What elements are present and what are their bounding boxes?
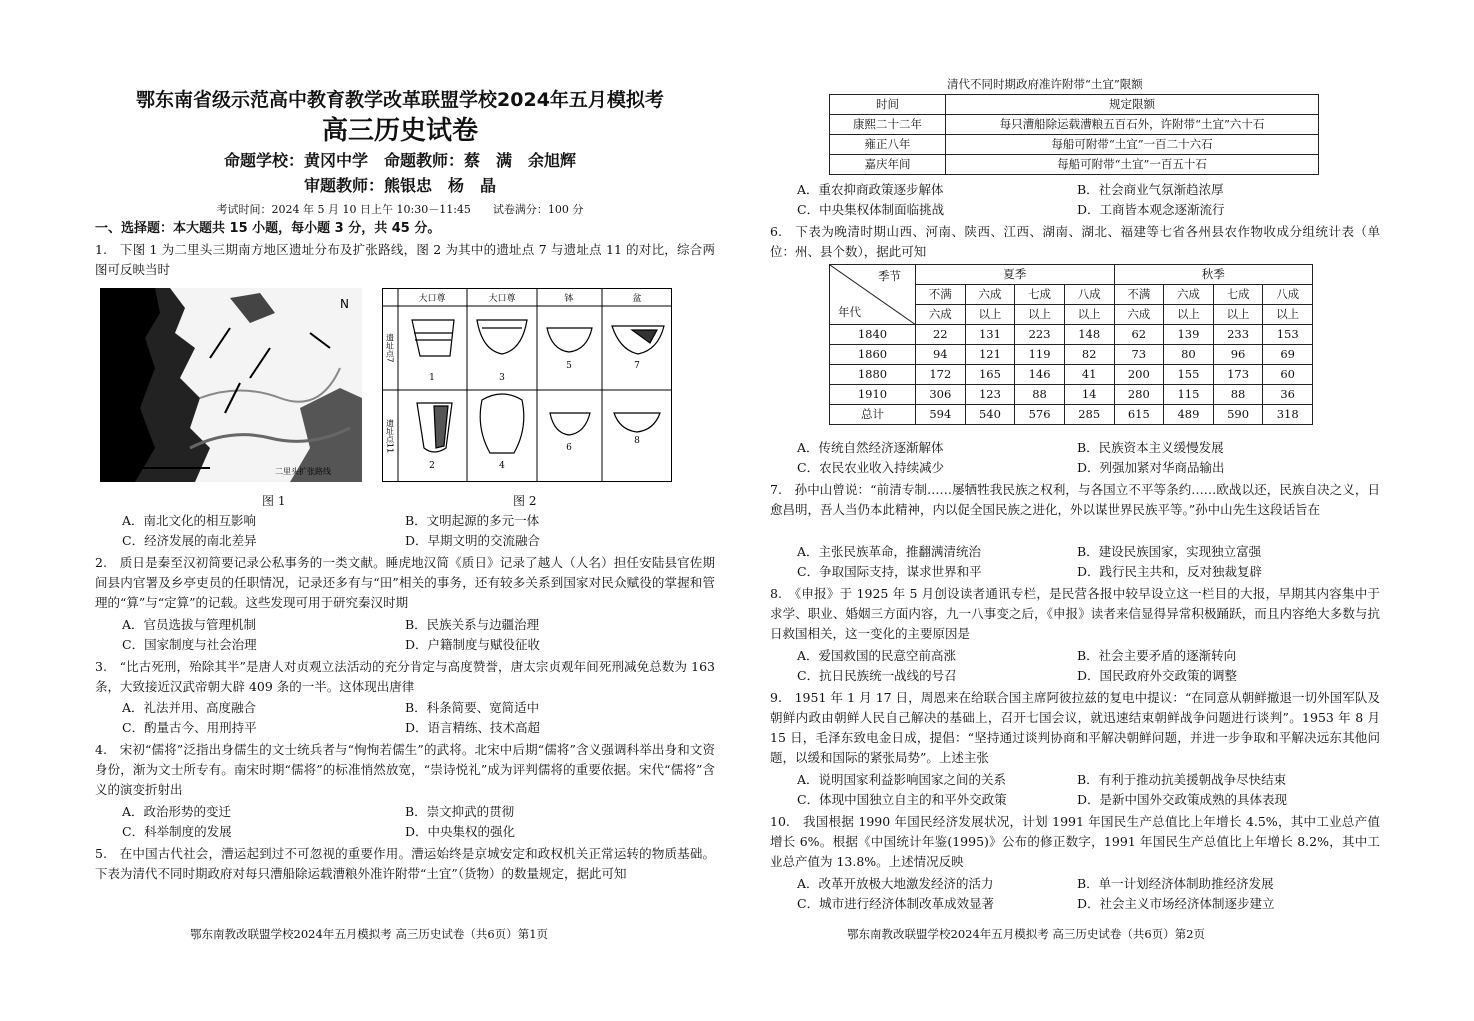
subheader: 七成 [1213, 285, 1263, 305]
q2-option-b[interactable]: B．民族关系与边疆治理 [405, 617, 540, 632]
q1-option-b[interactable]: B．文明起源的多元一体 [405, 513, 540, 528]
section-heading: 一、选择题：本大题共 15 小题，每小题 3 分，共 45 分。 [95, 221, 441, 236]
question-2: 2. 质日是秦至汉初简要记录公私事务的一类文献。睡虎地汉简《质日》记录了越人（人名）担任安陆县官佐期间县内官署及乡亭吏员的任职情况，记录还多有与“田”相关的事务，还有较多关系到国家对民众赋役的掌握和管理的“算”与“定算”的记载。这些发现可用于研究秦汉时期 [95, 555, 715, 610]
pot-number: 1 [429, 373, 435, 383]
pot-number: 7 [634, 361, 640, 371]
table-row: 1910 306 123 88 14 280 115 88 36 [830, 385, 1313, 405]
q7-option-b[interactable]: B．建设民族国家，实现独立富强 [1077, 544, 1262, 559]
q4-option-c[interactable]: C．科举制度的发展 [122, 824, 232, 839]
pot-number: 5 [566, 361, 572, 371]
season-summer: 夏季 [916, 265, 1115, 285]
q3-option-b[interactable]: B．科条简要、宽简适中 [405, 700, 540, 715]
q3-option-c[interactable]: C．酌量古今、用刑持平 [122, 720, 257, 735]
table-row [830, 155, 1319, 175]
question-5: 5. 在中国古代社会，漕运起到过不可忽视的重要作用。漕运始终是京城安定和政权机关正常运转的物质基础。下表为清代不同时期政府对每只漕船除运载漕粮外准许附带“土宜”（货物）的数量规定，据此可知 [95, 846, 715, 881]
q8-option-d[interactable]: D．国民政府外交政策的调整 [1077, 668, 1238, 683]
col-header: 盆 [632, 294, 642, 304]
q3-option-d[interactable]: D．语言精练、技术高超 [405, 720, 541, 735]
q9-option-c[interactable]: C．体现中国独立自主的和平外交政策 [797, 792, 1007, 807]
table-cell: 每船可附带“土宜”一百五十石 [946, 155, 1319, 175]
q9-option-a[interactable]: A．说明国家利益影响国家之间的关系 [797, 772, 1007, 787]
q10-option-a[interactable]: A．改革开放极大地激发经济的活力 [797, 876, 994, 891]
page-2 [737, 0, 1474, 1021]
q3-option-a[interactable]: A．礼法并用、高度融合 [122, 700, 257, 715]
table-header: 时间 [830, 95, 946, 115]
subheader: 六成 [1164, 285, 1214, 305]
season-autumn: 秋季 [1114, 265, 1313, 285]
q2-option-d[interactable]: D．户籍制度与赋役征收 [405, 637, 541, 652]
col-header: 大口尊 [418, 294, 446, 304]
q1-option-d[interactable]: D．早期文明的交流融合 [405, 533, 541, 548]
subheader: 以上 [1064, 305, 1114, 325]
table-row: 总计 594 540 576 285 615 489 590 318 [830, 405, 1313, 425]
q7-option-d[interactable]: D．践行民主共和，反对独裁复辟 [1077, 564, 1263, 579]
pot-number: 8 [634, 436, 640, 446]
q10-option-d[interactable]: D．社会主义市场经济体制逐步建立 [1077, 896, 1275, 911]
table-row [830, 135, 1319, 155]
q6-option-b[interactable]: B．民族资本主义缓慢发展 [1077, 440, 1224, 455]
north-arrow-icon: N [340, 297, 349, 311]
q6-table [829, 264, 1313, 425]
subheader: 不满 [916, 285, 966, 305]
subject-title: 高三历史试卷 [321, 116, 478, 146]
table-cell: 雍正八年 [830, 135, 946, 155]
q5-option-a[interactable]: A．重农抑商政策逐步解体 [797, 182, 944, 197]
table-cell: 每船可附带“土宜”一百二十六石 [946, 135, 1319, 155]
pot-number: 4 [499, 461, 505, 471]
q6-option-d[interactable]: D．列强加紧对华商品输出 [1077, 460, 1225, 475]
subheader: 以上 [1263, 305, 1313, 325]
q2-option-a[interactable]: A．官员选拔与管理机制 [122, 617, 257, 632]
subheader: 七成 [1015, 285, 1065, 305]
q10-option-c[interactable]: C．城市进行经济体制改革成效显著 [797, 896, 995, 911]
q6-option-a[interactable]: A．传统自然经济逐渐解体 [797, 440, 944, 455]
q6-option-c[interactable]: C．农民农业收入持续减少 [797, 460, 945, 475]
reviewer-line: 审题教师：熊银忠 杨 晶 [303, 176, 496, 195]
table-corner [830, 265, 916, 325]
figure-1-label: 图 1 [262, 494, 286, 508]
col-header: 大口尊 [488, 294, 516, 304]
table-header: 规定限额 [946, 95, 1319, 115]
map-legend: 二里头扩张路线 [275, 467, 331, 476]
table-cell: 嘉庆年间 [830, 155, 946, 175]
q2-option-c[interactable]: C．国家制度与社会治理 [122, 637, 257, 652]
q4-option-b[interactable]: B．崇文抑武的贯彻 [405, 804, 515, 819]
table-cell: 每只漕船除运载漕粮五百石外，许附带“土宜”六十石 [946, 115, 1319, 135]
q5-option-b[interactable]: B．社会商业气氛渐趋浓厚 [1077, 182, 1224, 197]
q9-option-b[interactable]: B．有利于推动抗美援朝战争尽快结束 [1077, 772, 1287, 787]
q5-table-title: 清代不同时期政府准许附带“土宜”限额 [947, 77, 1143, 91]
table-row [830, 115, 1319, 135]
question-7: 7. 孙中山曾说：“前清专制……屡牺牲我民族之权利，与各国立不平等条约……欧战以还，民族自决之义，日愈昌明，吾人当仍本此精神，内以促全国民族之进化，外以谋世界民族平等。”孙中山先生这段话旨在 [770, 482, 1380, 517]
q8-option-b[interactable]: B．社会主要矛盾的逐渐转向 [1077, 648, 1237, 663]
figure-1-map [100, 288, 362, 482]
subheader: 以上 [1213, 305, 1263, 325]
q10-option-b[interactable]: B．单一计划经济体制助推经济发展 [1077, 876, 1274, 891]
subheader: 六成 [1114, 305, 1164, 325]
q5-table [829, 94, 1319, 175]
subheader: 以上 [1164, 305, 1214, 325]
subheader: 六成 [916, 305, 966, 325]
q9-option-d[interactable]: D．是新中国外交政策成熟的具体表现 [1077, 792, 1288, 807]
pot-number: 3 [499, 373, 505, 383]
q1-option-a[interactable]: A．南北文化的相互影响 [122, 513, 257, 528]
q1-option-c[interactable]: C．经济发展的南北差异 [122, 533, 257, 548]
col-header: 钵 [564, 294, 574, 304]
corner-year: 年代 [838, 305, 861, 319]
subheader: 以上 [1015, 305, 1065, 325]
question-10: 10. 我国根据 1990 年国民经济发展状况，计划 1991 年国民生产总值比上年增长 4.5%，其中工业总产值增长 6%。根据《中国统计年鉴(1995)》公布的修正数字，1991 年国民生产总值比上年增长 8.2%，其中工业总产值为 13.8%。上述情况反映 [770, 814, 1380, 869]
question-8: 8. 《申报》于 1925 年 5 月创设读者通讯专栏，是民营各报中较早设立这一栏目的大报，早期其内容集中于求学、职业、婚姻三方面内容，九一八事变之后，《申报》读者来信显得异常积极踊跃，而且内容绝大多数与抗日救国相关，这一变化的主要原因是 [770, 586, 1380, 641]
table-row: 1840 22 131 223 148 62 139 233 153 [830, 325, 1313, 345]
subheader: 以上 [965, 305, 1015, 325]
subheader: 八成 [1263, 285, 1313, 305]
corner-season: 季节 [878, 269, 901, 283]
question-1: 1. 下图 1 为二里头三期南方地区遗址分布及扩张路线，图 2 为其中的遗址点 7 与遗址点 11 的对比，综合两图可反映当时 [95, 242, 715, 277]
question-4: 4. 宋初“儒将”泛指出身儒生的文士统兵者与“恂恂若儒生”的武将。北宋中后期“儒将”含义强调科举出身和文资身份，渐为文士所专有。南宋时期“儒将”的标准悄然放宽，“崇诗悦礼”成为评判儒将的重要依据。宋代“儒将”含义的演变折射出 [95, 742, 715, 797]
q4-option-d[interactable]: D．中央集权的强化 [405, 824, 516, 839]
exam-title: 鄂东南省级示范高中教育教学改革联盟学校2024年五月模拟考 [136, 89, 664, 111]
footer-page-1: 鄂东南教改联盟学校2024年五月模拟考 高三历史试卷（共6页）第1页 [190, 927, 549, 941]
q8-option-c[interactable]: C．抗日民族统一战线的号召 [797, 668, 957, 683]
q5-option-d[interactable]: D．工商皆本观念逐渐流行 [1077, 202, 1225, 217]
setter-line: 命题学校：黄冈中学 命题教师：蔡 满 余旭辉 [223, 151, 576, 170]
figure-2-pottery [382, 288, 672, 482]
pot-number: 2 [429, 461, 435, 471]
table-row: 1860 94 121 119 82 73 80 96 69 [830, 345, 1313, 365]
q4-option-a[interactable]: A．政治形势的变迁 [122, 804, 232, 819]
footer-page-2: 鄂东南教改联盟学校2024年五月模拟考 高三历史试卷（共6页）第2页 [847, 927, 1206, 941]
table-cell: 康熙二十二年 [830, 115, 946, 135]
exam-info: 考试时间：2024 年 5 月 10 日上午 10:30－11:45 试卷满分：100 分 [216, 203, 584, 216]
subheader: 八成 [1064, 285, 1114, 305]
q8-option-a[interactable]: A．爱国救国的民意空前高涨 [797, 648, 957, 663]
row-header: 遗址点11 [385, 418, 395, 454]
pot-number: 6 [566, 443, 572, 453]
question-6: 6. 下表为晚清时期山西、河南、陕西、江西、湖南、湖北、福建等七省各州县农作物收成分组统计表（单位：州、县个数），据此可知 [770, 224, 1380, 259]
q7-option-c[interactable]: C．争取国际支持，谋求世界和平 [797, 564, 982, 579]
subheader: 六成 [965, 285, 1015, 305]
question-3: 3. “比古死刑，殆除其半”是唐人对贞观立法活动的充分肯定与高度赞誉，唐太宗贞观年间死刑减免总数为 163 条，大致接近汉武帝朝大辟 409 条的一半。这体现出唐律 [95, 659, 715, 694]
figure-2-label: 图 2 [513, 494, 537, 508]
row-header: 遗址点7 [385, 333, 395, 363]
question-9: 9. 1951 年 1 月 17 日，周恩来在给联合国主席阿彼拉兹的复电中提议：“在同意从朝鲜撤退一切外国军队及朝鲜内政由朝鲜人民自己解决的基础上，召开七国会议，就迅速结束朝鲜战争问题进行谈判”。1953 年 8 月 15 日，毛泽东致电金日成，提倡：“坚持通过谈判协商和平解决朝鲜问题，并进一步争取和平解决远东其他问题，以缓和国际的紧张局势”。上述主张 [770, 690, 1380, 765]
subheader: 不满 [1114, 285, 1164, 305]
q5-option-c[interactable]: C．中央集权体制面临挑战 [797, 202, 945, 217]
q7-option-a[interactable]: A．主张民族革命，推翻满清统治 [797, 544, 982, 559]
table-row: 1880 172 165 146 41 200 155 173 60 [830, 365, 1313, 385]
